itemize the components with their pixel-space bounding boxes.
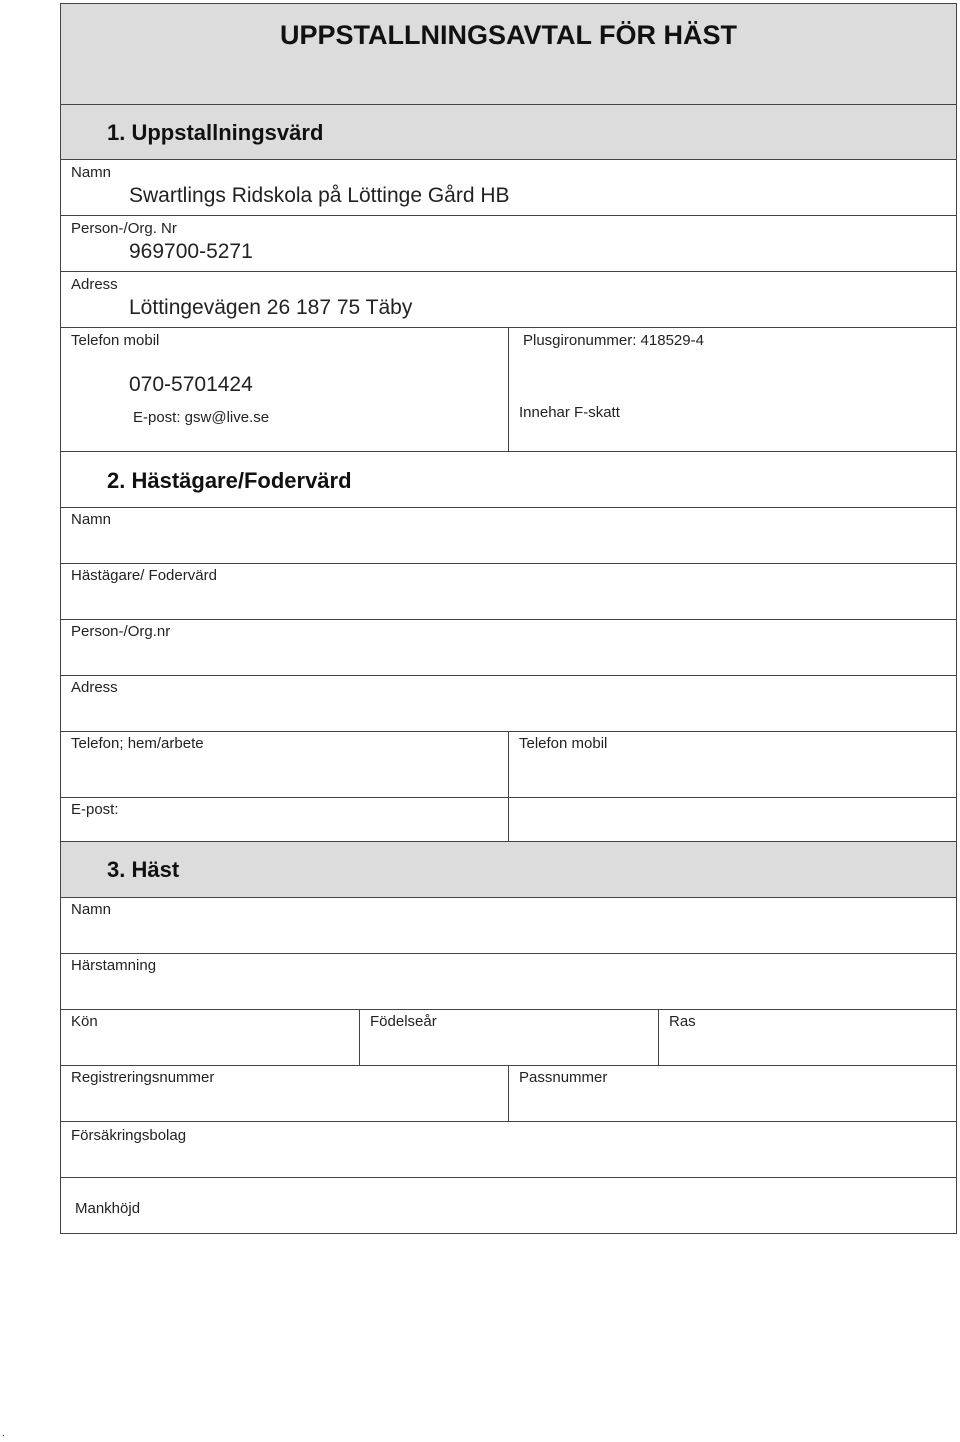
divider (61, 619, 956, 620)
plusgiro-text: Plusgironummer: 418529-4 (523, 332, 704, 349)
divider (61, 1121, 956, 1122)
forsakring-label: Försäkringsbolag (71, 1127, 187, 1144)
namn-label: Namn (71, 901, 112, 918)
person-org-value[interactable]: 969700-5271 (129, 240, 253, 263)
column-divider (359, 1009, 360, 1065)
adress-value[interactable]: Löttingevägen 26 187 75 Täby (129, 296, 413, 319)
passnr-label: Passnummer (519, 1069, 608, 1086)
telefon-hem-label: Telefon; hem/arbete (71, 735, 204, 752)
divider (61, 215, 956, 216)
title-band (61, 4, 956, 104)
telefon-mobil-label: Telefon mobil (71, 332, 160, 349)
footer-mark: . (2, 1428, 5, 1439)
divider (61, 797, 956, 798)
kon-label: Kön (71, 1013, 98, 1030)
person-org-label: Person-/Org. Nr (71, 220, 177, 237)
section3-heading: 3. Häst (107, 857, 180, 882)
namn-label: Namn (71, 511, 112, 528)
divider (61, 507, 956, 508)
mankhojd-label: Mankhöjd (75, 1200, 141, 1217)
hastagare-label: Hästägare/ Fodervärd (71, 567, 217, 584)
divider (61, 159, 956, 160)
regnr-label: Registreringsnummer (71, 1069, 215, 1086)
divider (61, 1009, 956, 1010)
divider (61, 1177, 956, 1178)
adress-label: Adress (71, 679, 118, 696)
document-title: UPPSTALLNINGSAVTAL FÖR HÄST (280, 20, 737, 50)
section2-heading: 2. Hästägare/Fodervärd (107, 468, 352, 493)
section3-heading-band (61, 842, 956, 897)
divider (61, 271, 956, 272)
ras-label: Ras (669, 1013, 696, 1030)
column-divider (508, 731, 509, 841)
harstamning-label: Härstamning (71, 957, 157, 974)
fodelsear-label: Födelseår (370, 1013, 437, 1030)
column-divider (658, 1009, 659, 1065)
divider (61, 675, 956, 676)
telefon-mobil-label: Telefon mobil (519, 735, 608, 752)
namn-label: Namn (71, 164, 112, 181)
fskatt-text: Innehar F-skatt (519, 404, 620, 421)
column-divider (508, 327, 509, 451)
column-divider (508, 1065, 509, 1121)
epost-text: E-post: gsw@live.se (133, 409, 270, 426)
agreement-form (60, 3, 957, 1234)
divider (61, 563, 956, 564)
namn-value[interactable]: Swartlings Ridskola på Löttinge Gård HB (129, 184, 510, 207)
divider (61, 451, 956, 452)
person-org-label: Person-/Org.nr (71, 623, 171, 640)
telefon-mobil-value[interactable]: 070-5701424 (129, 373, 253, 396)
section1-heading-band (61, 105, 956, 159)
divider (61, 897, 956, 898)
divider (61, 953, 956, 954)
epost-label: E-post: (71, 801, 119, 818)
section1-heading: 1. Uppstallningsvärd (107, 120, 324, 145)
adress-label: Adress (71, 276, 118, 293)
